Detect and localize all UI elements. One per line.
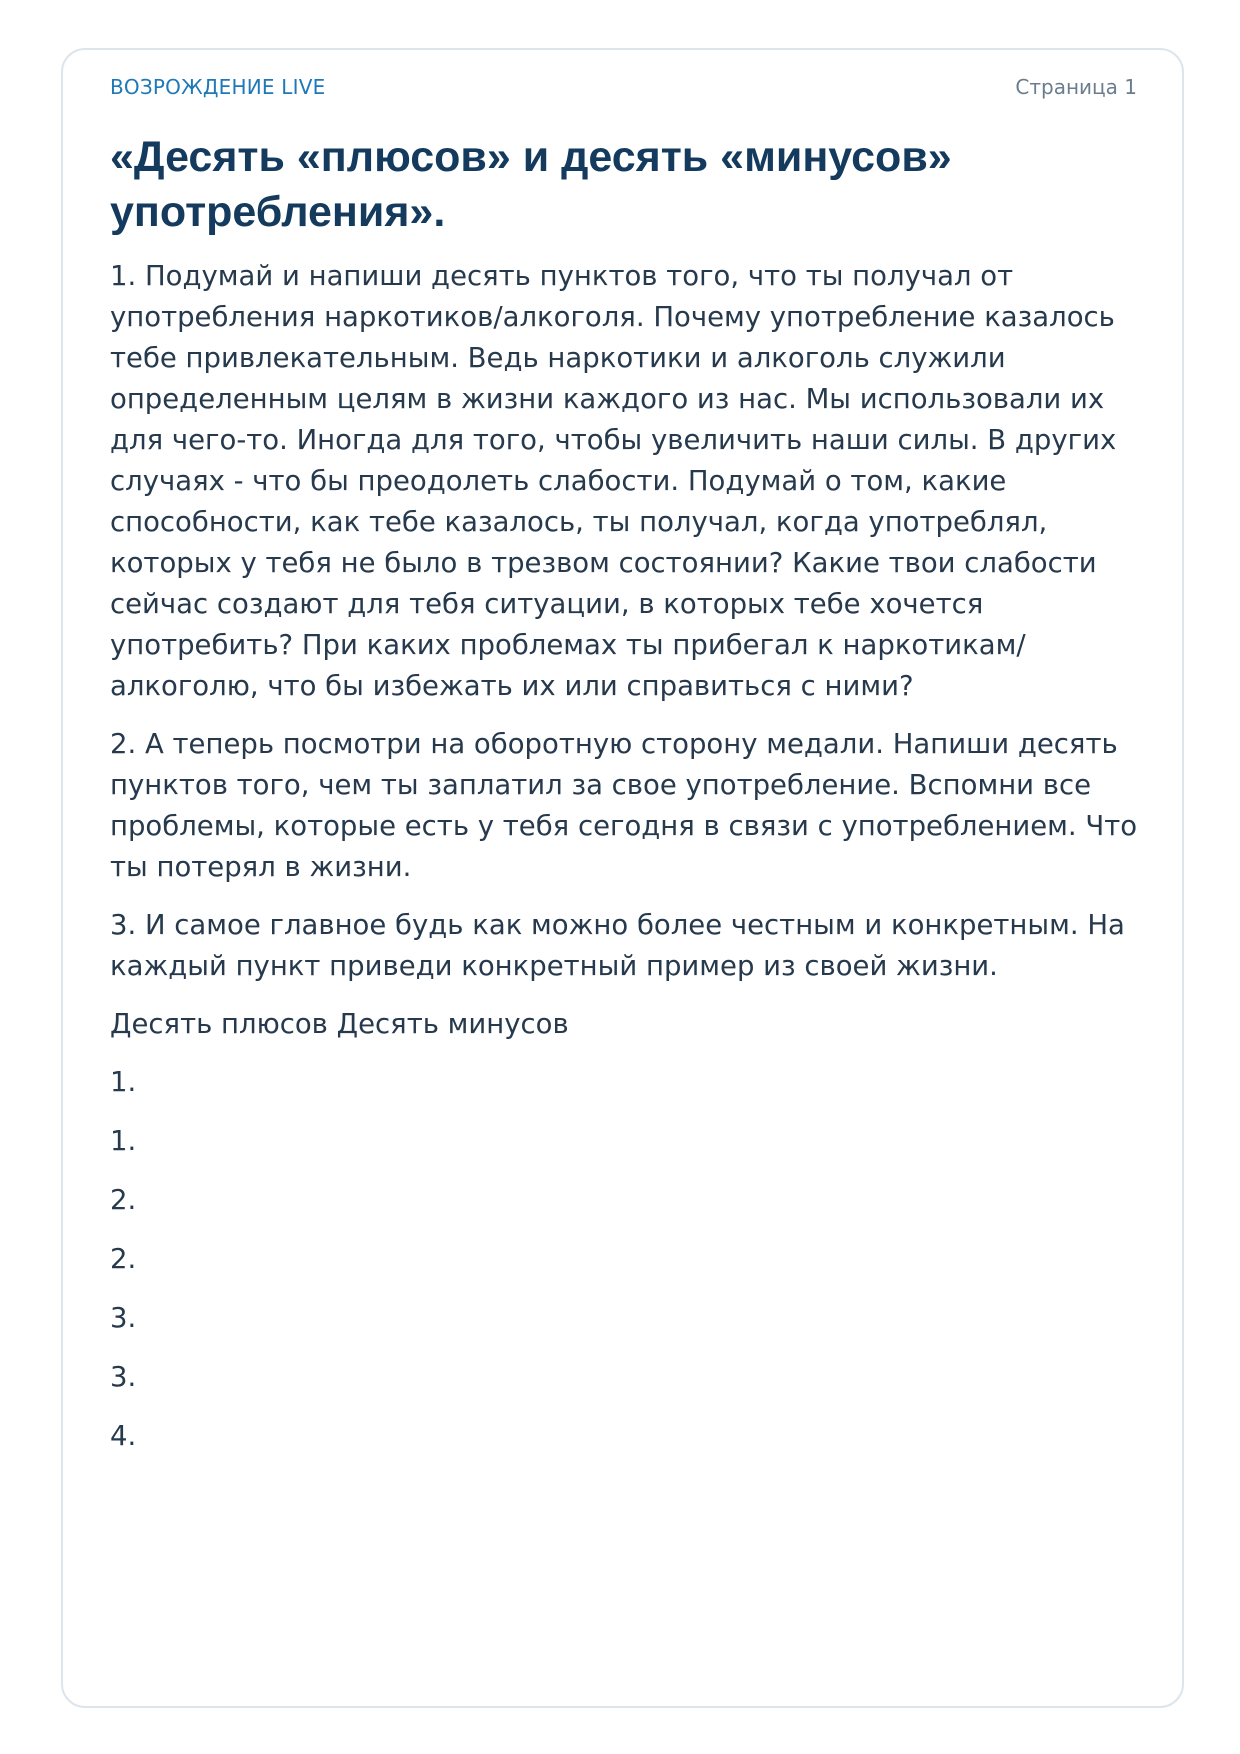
list-item: 3.	[110, 1302, 137, 1334]
brand-label: ВОЗРОЖДЕНИЕ LIVE	[110, 75, 326, 99]
paragraph-2: 2. А теперь посмотри на оборотную сторону медали. Напиши десять пунктов того, чем ты заплатил за свое употребление. Вспомни все проблемы, которые есть у тебя сегодня в связи с употреблением. Что ты потерял в жизни.	[110, 728, 1138, 883]
document-page	[61, 48, 1184, 1708]
list-item: 1.	[110, 1066, 137, 1098]
document-content	[110, 130, 1140, 1475]
document-title: «Десять «плюсов» и десять «минусов» употребления».	[110, 133, 952, 236]
paragraph-1: 1. Подумай и напиши десять пунктов того, что ты получал от употребления наркотиков/алкоголя. Почему употребление казалось тебе привлекательным. Ведь наркотики и алкоголь служили определенным целям в жизни каждого из нас. Мы использовали их для чего-то. Иногда для того, чтобы увеличить наши силы. В других случаях - что бы преодолеть слабости. Подумай о том, какие способности, как тебе казалось, ты получал, когда употреблял, которых у тебя не было в трезвом состоянии? Какие твои слабости сейчас создают для тебя ситуации, в которых тебе хочется употребить? При каких проблемах ты прибегал к наркотикам/алкоголю, что бы избежать их или справиться с ними?	[110, 260, 1117, 702]
list-item: 4.	[110, 1420, 137, 1452]
list-item: 2.	[110, 1184, 137, 1216]
list-item: 3.	[110, 1361, 137, 1393]
columns-heading: Десять плюсов Десять минусов	[110, 1008, 569, 1040]
paragraph-3: 3. И самое главное будь как можно более честным и конкретным. На каждый пункт приведи конкретный пример из своей жизни.	[110, 909, 1125, 982]
numbered-list	[110, 1062, 1140, 1457]
list-item: 1.	[110, 1125, 137, 1157]
page-number: Страница 1	[1015, 75, 1137, 99]
list-item: 2.	[110, 1243, 137, 1275]
